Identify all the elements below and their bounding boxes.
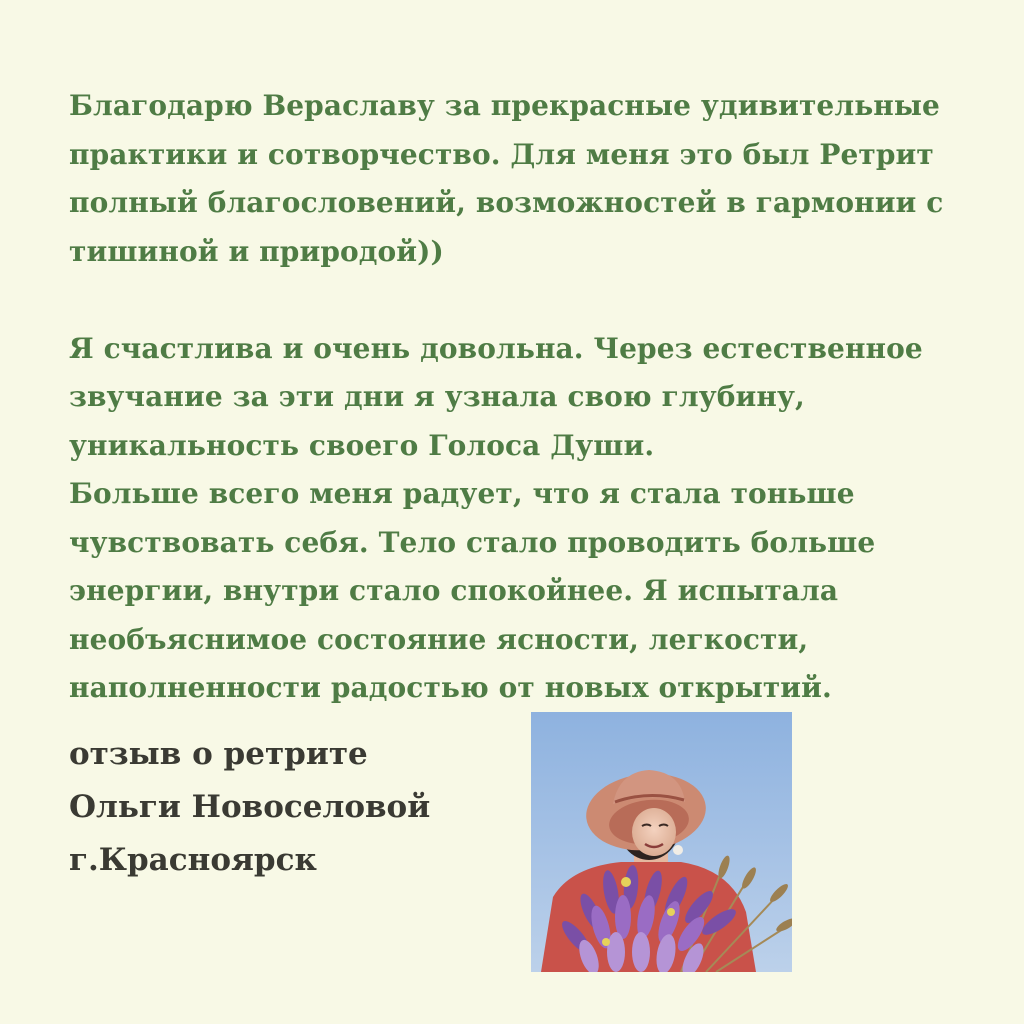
review-line: энергии, внутри стало спокойнее. Я испытала (69, 574, 839, 607)
review-line: звучание за эти дни я узнала свою глубину, (69, 380, 805, 413)
review-line: необъяснимое состояние ясности, легкости, (69, 622, 809, 656)
review-line: Больше всего меня радует, что я стала тоньше (69, 477, 855, 510)
signature-caption: отзыв о ретрите (69, 736, 368, 772)
review-line: Благодарю Вераславу за прекрасные удивительные (69, 89, 940, 122)
signature-city: г.Красноярск (69, 842, 317, 878)
review-signature (69, 728, 430, 887)
review-line: наполненности радостью от новых открытий. (69, 671, 832, 704)
author-photo (531, 712, 792, 972)
review-text (69, 82, 969, 713)
paragraph-gap (69, 276, 969, 325)
author-photo-illustration (531, 712, 792, 972)
review-line: чувствовать себя. Тело стало проводить больше (69, 525, 876, 559)
review-line: Я счастлива и очень довольна. Через естественное (69, 331, 923, 365)
review-line: тишиной и природой)) (69, 234, 444, 268)
signature-author: Ольги Новоселовой (69, 789, 431, 825)
review-line: практики и сотворчество. Для меня это был Ретрит (69, 137, 934, 171)
review-line: уникальность своего Голоса Души. (69, 428, 655, 462)
review-line: полный благословений, возможностей в гармонии с (69, 186, 944, 219)
